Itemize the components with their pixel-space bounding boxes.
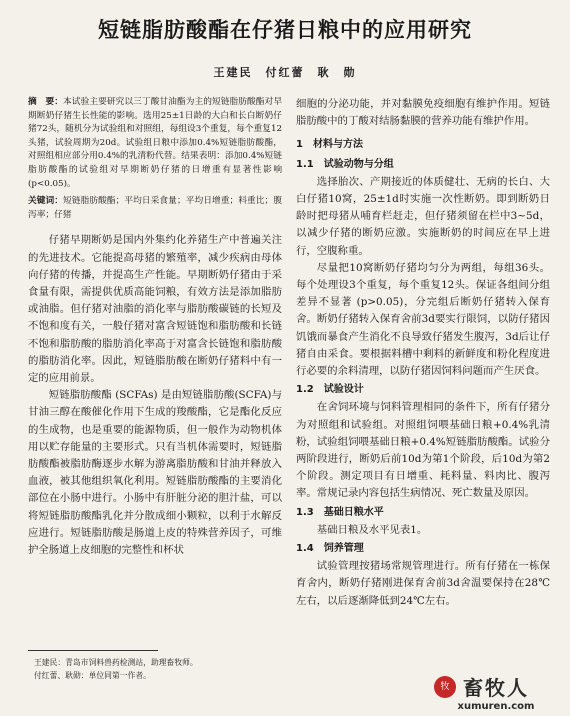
logo-seal-icon: 牧 <box>434 676 456 698</box>
footnote-rule <box>28 650 158 651</box>
paragraph-1-3: 基础日粮及水平见表1。 <box>316 523 428 536</box>
section-heading-1: 1 材料与方法 <box>296 139 363 151</box>
abstract <box>28 96 282 191</box>
site-watermark-logo <box>436 672 556 712</box>
logo-chinese-text: 畜牧人 <box>463 676 529 700</box>
logo-url-text: xumuren.com <box>457 701 535 712</box>
keywords <box>28 195 282 222</box>
intro-continuation: 细胞的分泌功能，并对黏膜免疫细胞有维护作用。短链脂肪酸中的丁酸对结肠黏膜的营养功能有维护作用。 <box>296 98 550 128</box>
keywords-label: 关键词： <box>28 196 64 207</box>
keywords-text: 短链脂肪酸酯；平均日采食量；平均日增重；料重比；腹泻率；仔猪 <box>28 196 283 220</box>
page-title: 短链脂肪酸酯在仔猪日粮中的应用研究 <box>98 17 472 42</box>
intro-paragraph-2: 短链脂肪酸酯 (SCFAs) 是由短链脂肪酸(SCFA)与甘油三醇在酸催化作用下生成的羧酸酯，它是酯化反应的生成物，也是重要的能源物质，但一般作为动物机体用以贮存能量的主要形式。只有当机体需要时，短链脂肪酸酯被脂肪酶逐步水解为游离脂肪酸和甘油并释放入血液，被其他组织氧化利用。短链脂肪酸酯的主要消化部位在小肠中进行。小肠中有肝脏分泌的胆汁盐，可以将短链脂肪酸酯乳化并分散成细小颗粒，以利于水解反应进行。短链脂肪酸是肠道上皮的特殊营养因子，可维护全肠道上皮细胞的完整性和杯状 <box>28 389 282 556</box>
right-column <box>296 96 550 610</box>
paragraph-1-1b: 尽量把10窝断奶仔猪均匀分为两组，每组36头。每个处理设3个重复，每个重复12头。保证各组间分组差异不显著 (p>0.05)，分完组后断奶仔猪转入保育舍。断奶仔猪转入保育舍前3d要实行限饲，以防仔猪因饥饿而暴食产生消化不良导致仔猪发生腹泻，3d后让仔猪自由采食。要根据料槽中剩料的新鲜度和粉化程度进行必要的余料清理，以防仔猪因饲料问题而产生厌食。 <box>296 261 550 378</box>
paragraph-1-2: 在舍饲环境与饲料管理相同的条件下，所有仔猪分为对照组和试验组。对照组饲喂基础日粮+0.4%乳清粉，试验组饲喂基础日粮+0.4%短链脂肪酸酯。试验分两阶段进行，断奶后前10d为第1个阶段，后10d为第2个阶段。测定项目有日增重、耗料量、料肉比、腹泻率。常规记录内容包括生病情况、死亡数量及原因。 <box>296 401 550 500</box>
abstract-label: 摘 要： <box>28 97 64 107</box>
paragraph-1-4: 试验管理按猪场常规管理进行。所有仔猪在一栋保育舍内，断奶仔猪刚进保育舍前3d舍温要保持在28℃左右，以后逐渐降低到24℃左右。 <box>296 560 550 607</box>
subsection-heading-1-3: 1.3 基础日粮水平 <box>296 506 384 518</box>
footnote-line: 付红蕾、耿勋：单位同第一作者。 <box>34 671 151 680</box>
subsection-heading-1-4: 1.4 饲养管理 <box>296 543 364 555</box>
intro-paragraph-1: 仔猪早期断奶是国内外集约化养猪生产中普遍关注的先进技术。它能提高母猪的繁殖率，减少疾病由母体向仔猪的传播，并提高生产性能。早期断奶仔猪由于采食量有限，需提供优质高能饲粮，有效方法是添加脂肪或油脂。但仔猪对油脂的消化率与脂肪酸碳链的长短及不饱和度有关，一般仔猪对富含短链饱和脂肪酸和长链不饱和脂肪酸的脂肪消化率高于对富含长链饱和脂肪酸的脂肪消化率。因此，短链脂肪酸在断奶仔猪料中有一定的应用前景。 <box>28 234 282 384</box>
subsection-heading-1-2: 1.2 试验设计 <box>296 384 364 396</box>
subsection-heading-1-1: 1.1 试验动物与分组 <box>296 158 394 170</box>
paragraph-1-1a: 选择胎次、产期接近的体质健壮、无病的长白、大白仔猪10窝，25±1d时实施一次性断奶。即到断奶日龄时把母猪从哺育栏赶走，但仔猪须留在栏中3~5d，以减少仔猪的断奶应激。实施断奶的时间应在早上进行，空腹称重。 <box>296 175 550 257</box>
footnote <box>28 656 288 682</box>
footnote-line: 王建民：青岛市饲料兽药检测站，助理畜牧师。 <box>34 658 198 667</box>
left-column <box>28 96 282 559</box>
abstract-text: 本试验主要研究以三丁酸甘油酯为主的短链脂肪酸酯对早期断奶仔猪生长性能的影响。选用25±1日龄的大白和长白断奶仔猪72头，随机分为试验组和对照组，每组设3个重复，每个重复12头猪，试验周期为20d。试验组日粮中添加0.4%短链脂肪酸酯，对照组相应部分用0.4%的乳清粉代替。结果表明：添加0.4%短链脂肪酸酯的试验组对早期断奶仔猪的日增重有显著性影响(p<0.05)。 <box>28 97 283 189</box>
author-line: 王建民 付红蕾 耿 勋 <box>213 66 357 79</box>
